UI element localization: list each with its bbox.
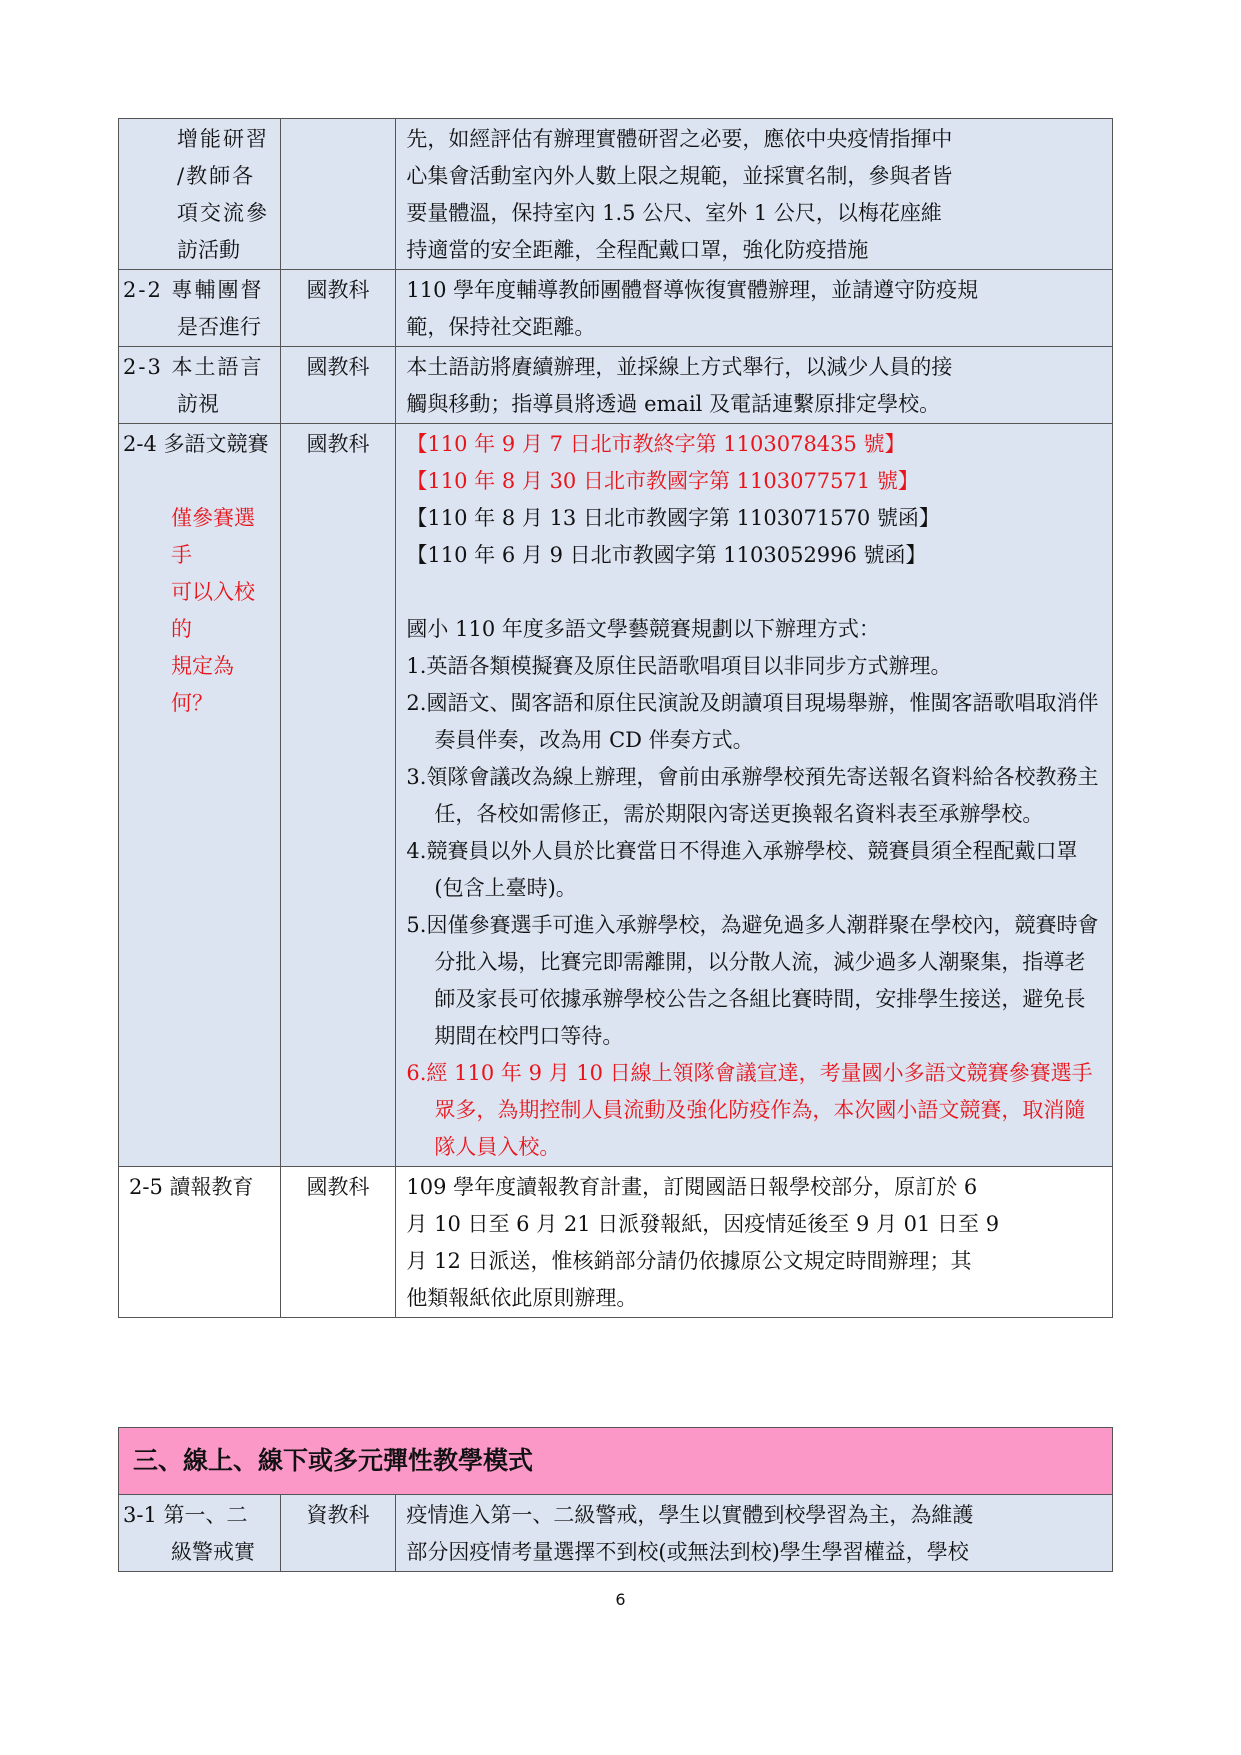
measures-table <box>118 118 1113 1318</box>
table-row <box>119 424 1113 1167</box>
content-line: 要量體溫，保持室內 1.5 公尺、室外 1 公尺，以梅花座維 <box>406 201 942 225</box>
content-line: 觸與移動；指導員將透過 email 及電話連繫原排定學校。 <box>406 392 941 416</box>
item-cell <box>119 424 281 1167</box>
item-cell <box>119 1167 281 1318</box>
list-item: 3.領隊會議改為線上辦理，會前由承辦學校預先寄送報名資料給各校教務主任，各校如需修正，需於期限內寄送更換報名資料表至承辦學校。 <box>406 765 1099 826</box>
list-item: 2.國語文、閩客語和原住民演說及朗讀項目現場舉辦，惟閩客語歌唱取消伴奏員伴奏，改為用 CD 伴奏方式。 <box>406 691 1099 752</box>
section-title: 三、線上、線下或多元彈性教學模式 <box>119 1428 1113 1495</box>
table-row <box>119 347 1113 424</box>
unit-label: 國教科 <box>306 432 370 456</box>
item-line: 2-3 本土語言 <box>123 355 264 379</box>
unit-label: 國教科 <box>306 278 370 302</box>
content-cell <box>396 347 1113 424</box>
content-line: 他類報紙依此原則辦理。 <box>406 1286 638 1310</box>
item-line: 項交流參 <box>177 201 269 225</box>
reference-red: 【110 年 9 月 7 日北市教終字第 1103078435 號】 <box>406 432 906 456</box>
content-line: 110 學年度輔導教師團體督導恢復實體辦理，並請遵守防疫規 <box>406 278 979 302</box>
item-line: 是否進行 <box>177 315 261 339</box>
question-note: 可以入校的 <box>171 580 255 641</box>
list-item: 1.英語各類模擬賽及原住民語歌唱項目以非同步方式辦理。 <box>406 654 952 678</box>
item-line: 訪視 <box>177 392 219 416</box>
content-cell <box>396 1495 1113 1572</box>
section3-table <box>118 1427 1113 1572</box>
page-number: 6 <box>615 1590 626 1609</box>
list-item-highlight: 6.經 110 年 9 月 10 日線上領隊會議宣達，考量國小多語文競賽參賽選手眾多，為期控制人員流動及強化防疫作為，本次國小語文競賽，取消隨隊人員入校。 <box>406 1061 1093 1159</box>
content-cell <box>396 270 1113 347</box>
section-header-row <box>119 1428 1113 1495</box>
item-line: 訪活動 <box>177 238 240 262</box>
item-title: 2-5 讀報教育 <box>129 1175 254 1199</box>
content-line: 月 12 日派送，惟核銷部分請仍依據原公文規定時間辦理；其 <box>406 1249 972 1273</box>
item-cell <box>119 1495 281 1572</box>
unit-label: 國教科 <box>306 1175 370 1199</box>
unit-label: 國教科 <box>306 355 370 379</box>
list-item: 4.競賽員以外人員於比賽當日不得進入承辦學校、競賽員須全程配戴口罩(包含上臺時)。 <box>406 839 1078 900</box>
content-cell <box>396 1167 1113 1318</box>
reference-red: 【110 年 8 月 30 日北市教國字第 1103077571 號】 <box>406 469 919 493</box>
unit-cell <box>280 119 396 270</box>
unit-cell <box>280 1495 396 1572</box>
item-cell <box>119 347 281 424</box>
intro-line: 國小 110 年度多語文學藝競賽規劃以下辦理方式： <box>406 617 880 641</box>
reference: 【110 年 6 月 9 日北市教國字第 1103052996 號函】 <box>406 543 927 567</box>
item-title: 2-4 多語文競賽 <box>123 432 269 456</box>
question-note: 規定為何？ <box>171 654 234 715</box>
content-line: 本土語訪將賡續辦理，並採線上方式舉行，以減少人員的接 <box>406 355 953 379</box>
unit-cell <box>280 424 396 1167</box>
content-line: 心集會活動室內外人數上限之規範，並採實名制，參與者皆 <box>406 164 953 188</box>
list-item: 5.因僅參賽選手可進入承辦學校，為避免過多人潮群聚在學校內，競賽時會分批入場，比賽完即需離開，以分散人流，減少過多人潮聚集，指導老師及家長可依據承辦學校公告之各組比賽時間，安排學生接送，避免長期間在校門口等待。 <box>406 913 1099 1048</box>
content-cell <box>396 119 1113 270</box>
content-line: 月 10 日至 6 月 21 日派發報紙，因疫情延後至 9 月 01 日至 9 <box>406 1212 1000 1236</box>
content-line: 部分因疫情考量選擇不到校(或無法到校)學生學習權益，學校 <box>406 1540 969 1564</box>
item-line: 增能研習 <box>177 127 269 151</box>
item-line: /教師各 <box>177 164 256 188</box>
unit-label: 資教科 <box>306 1503 370 1527</box>
unit-cell <box>280 1167 396 1318</box>
unit-cell <box>280 270 396 347</box>
table-row <box>119 119 1113 270</box>
content-line: 疫情進入第一、二級警戒，學生以實體到校學習為主，為維護 <box>406 1503 974 1527</box>
item-cell <box>119 119 281 270</box>
item-line: 3-1 第一、二 <box>123 1503 248 1527</box>
content-line: 先，如經評估有辦理實體研習之必要，應依中央疫情指揮中 <box>406 127 953 151</box>
reference: 【110 年 8 月 13 日北市教國字第 1103071570 號函】 <box>406 506 940 530</box>
table-row <box>119 270 1113 347</box>
item-cell <box>119 270 281 347</box>
content-line: 範，保持社交距離。 <box>406 315 596 339</box>
content-cell <box>396 424 1113 1167</box>
table-row <box>119 1167 1113 1318</box>
item-line: 2-2 專輔團督 <box>123 278 264 302</box>
content-line: 持適當的安全距離，全程配戴口罩，強化防疫措施 <box>406 238 869 262</box>
table-row <box>119 1495 1113 1572</box>
item-line: 級警戒實 <box>171 1540 255 1564</box>
question-note: 僅參賽選手 <box>171 506 255 567</box>
unit-cell <box>280 347 396 424</box>
content-line: 109 學年度讀報教育計畫，訂閱國語日報學校部分，原訂於 6 <box>406 1175 978 1199</box>
